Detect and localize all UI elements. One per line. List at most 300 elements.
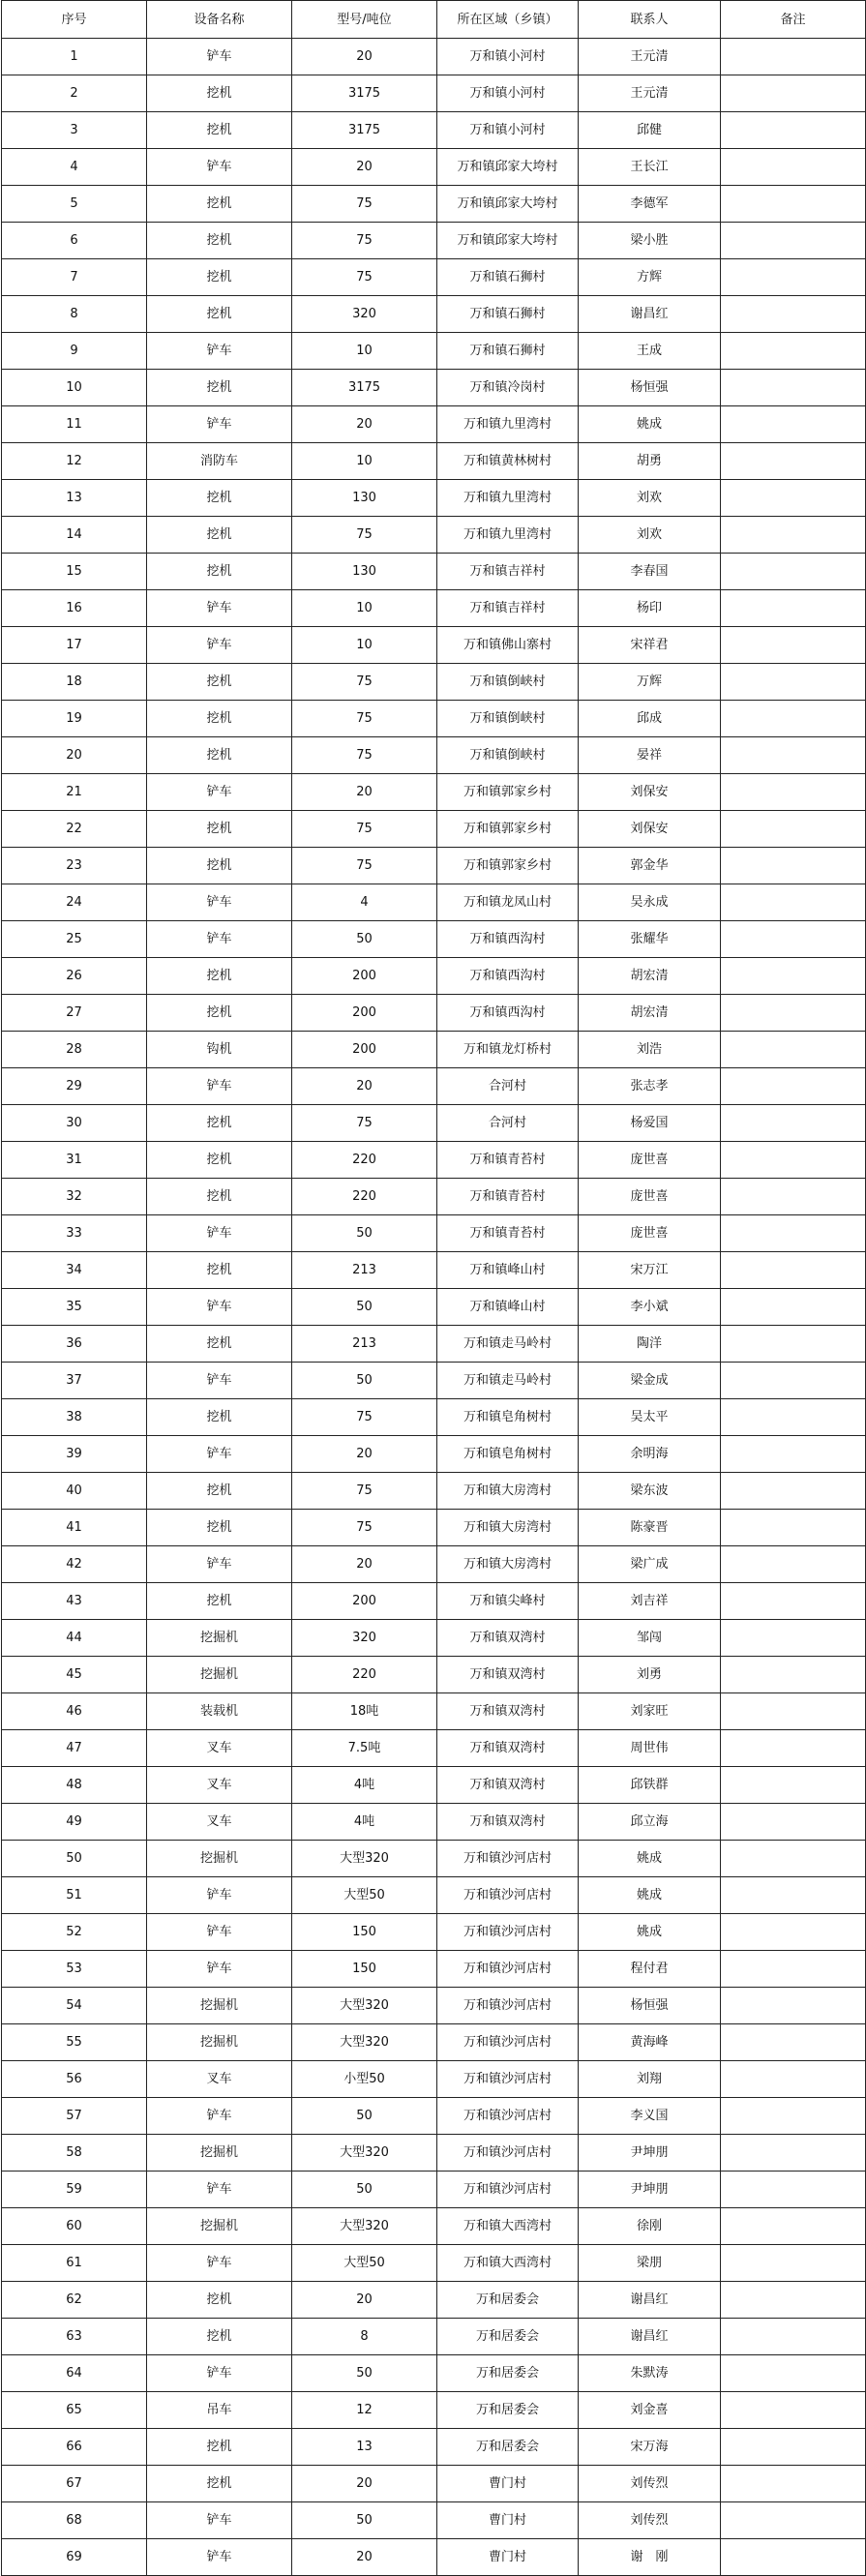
cell-contact: 邹闯 <box>579 1620 721 1657</box>
cell-contact: 徐刚 <box>579 2208 721 2245</box>
table-row <box>2 811 866 848</box>
cell-area: 万和居委会 <box>437 2392 579 2429</box>
cell-equipment: 铲车 <box>147 1877 292 1914</box>
table-row <box>2 2024 866 2061</box>
cell-remarks <box>721 370 866 406</box>
cell-model: 200 <box>292 1032 437 1068</box>
cell-equipment: 挖机 <box>147 664 292 701</box>
cell-contact: 梁广成 <box>579 1546 721 1583</box>
table-row <box>2 1657 866 1693</box>
cell-contact: 郭金华 <box>579 848 721 884</box>
cell-contact: 陈豪晋 <box>579 1510 721 1546</box>
table-row <box>2 2392 866 2429</box>
table-row <box>2 1068 866 1105</box>
cell-area: 万和镇倒峡村 <box>437 664 579 701</box>
cell-equipment: 铲车 <box>147 2355 292 2392</box>
cell-index: 24 <box>2 884 147 921</box>
cell-contact: 姚成 <box>579 1841 721 1877</box>
table-row <box>2 2466 866 2502</box>
table-row <box>2 1363 866 1399</box>
cell-model: 大型320 <box>292 2208 437 2245</box>
cell-contact: 李德军 <box>579 186 721 223</box>
cell-remarks <box>721 39 866 75</box>
cell-remarks <box>721 1583 866 1620</box>
cell-contact: 庞世喜 <box>579 1179 721 1215</box>
cell-equipment: 铲车 <box>147 627 292 664</box>
cell-remarks <box>721 2245 866 2282</box>
cell-index: 60 <box>2 2208 147 2245</box>
cell-equipment: 铲车 <box>147 1914 292 1951</box>
cell-area: 万和镇郭家乡村 <box>437 811 579 848</box>
cell-equipment: 挖机 <box>147 1473 292 1510</box>
cell-area: 万和镇青苔村 <box>437 1142 579 1179</box>
table-row <box>2 1105 866 1142</box>
cell-remarks <box>721 186 866 223</box>
cell-model: 200 <box>292 995 437 1032</box>
cell-model: 20 <box>292 1546 437 1583</box>
cell-area: 万和镇大西湾村 <box>437 2245 579 2282</box>
cell-area: 万和镇龙凤山村 <box>437 884 579 921</box>
cell-remarks <box>721 1730 866 1767</box>
cell-area: 万和镇佛山寨村 <box>437 627 579 664</box>
cell-contact: 邱健 <box>579 112 721 149</box>
header-row <box>2 1 866 39</box>
cell-area: 万和镇吉祥村 <box>437 590 579 627</box>
cell-equipment: 挖机 <box>147 1179 292 1215</box>
cell-contact: 邱成 <box>579 701 721 737</box>
cell-contact: 张志孝 <box>579 1068 721 1105</box>
cell-remarks <box>721 1510 866 1546</box>
cell-area: 万和居委会 <box>437 2282 579 2319</box>
cell-contact: 刘保安 <box>579 774 721 811</box>
cell-remarks <box>721 296 866 333</box>
cell-model: 50 <box>292 921 437 958</box>
cell-equipment: 吊车 <box>147 2392 292 2429</box>
cell-area: 曹门村 <box>437 2466 579 2502</box>
cell-area: 万和镇沙河店村 <box>437 1877 579 1914</box>
cell-contact: 谢昌红 <box>579 296 721 333</box>
cell-area: 万和镇双湾村 <box>437 1620 579 1657</box>
cell-index: 36 <box>2 1326 147 1363</box>
cell-area: 万和镇双湾村 <box>437 1693 579 1730</box>
table-row <box>2 296 866 333</box>
cell-index: 35 <box>2 1289 147 1326</box>
cell-index: 44 <box>2 1620 147 1657</box>
cell-equipment: 挖机 <box>147 1252 292 1289</box>
cell-contact: 王元清 <box>579 75 721 112</box>
table-row <box>2 406 866 443</box>
cell-contact: 谢 刚 <box>579 2539 721 2576</box>
table-row <box>2 1583 866 1620</box>
table-row <box>2 554 866 590</box>
cell-model: 220 <box>292 1179 437 1215</box>
cell-area: 合河村 <box>437 1105 579 1142</box>
cell-model: 20 <box>292 1436 437 1473</box>
cell-remarks <box>721 1877 866 1914</box>
table-row <box>2 701 866 737</box>
table-row <box>2 39 866 75</box>
cell-remarks <box>721 995 866 1032</box>
cell-model: 4吨 <box>292 1767 437 1804</box>
cell-remarks <box>721 958 866 995</box>
cell-equipment: 挖掘机 <box>147 2135 292 2172</box>
cell-model: 12 <box>292 2392 437 2429</box>
cell-area: 万和镇大房湾村 <box>437 1510 579 1546</box>
table-row <box>2 2061 866 2098</box>
cell-equipment: 铲车 <box>147 1436 292 1473</box>
cell-contact: 宋祥君 <box>579 627 721 664</box>
cell-remarks <box>721 517 866 554</box>
cell-model: 50 <box>292 2355 437 2392</box>
cell-index: 10 <box>2 370 147 406</box>
cell-index: 41 <box>2 1510 147 1546</box>
table-row <box>2 223 866 259</box>
cell-index: 46 <box>2 1693 147 1730</box>
cell-remarks <box>721 884 866 921</box>
cell-equipment: 铲车 <box>147 333 292 370</box>
cell-remarks <box>721 1032 866 1068</box>
cell-model: 7.5吨 <box>292 1730 437 1767</box>
cell-area: 万和镇大房湾村 <box>437 1473 579 1510</box>
cell-contact: 杨恒强 <box>579 370 721 406</box>
cell-index: 13 <box>2 480 147 517</box>
cell-area: 万和镇双湾村 <box>437 1657 579 1693</box>
cell-contact: 刘浩 <box>579 1032 721 1068</box>
cell-index: 67 <box>2 2466 147 2502</box>
cell-area: 万和镇大房湾村 <box>437 1546 579 1583</box>
cell-model: 213 <box>292 1252 437 1289</box>
cell-equipment: 挖机 <box>147 296 292 333</box>
cell-equipment: 挖掘机 <box>147 2024 292 2061</box>
cell-remarks <box>721 664 866 701</box>
cell-area: 万和镇峰山村 <box>437 1289 579 1326</box>
cell-contact: 刘吉祥 <box>579 1583 721 1620</box>
cell-equipment: 铲车 <box>147 2539 292 2576</box>
cell-index: 49 <box>2 1804 147 1841</box>
table-row <box>2 1179 866 1215</box>
cell-area: 万和镇九里湾村 <box>437 480 579 517</box>
cell-index: 38 <box>2 1399 147 1436</box>
table-row <box>2 1767 866 1804</box>
cell-remarks <box>721 1841 866 1877</box>
table-row <box>2 627 866 664</box>
table-row <box>2 1032 866 1068</box>
cell-contact: 李春国 <box>579 554 721 590</box>
cell-contact: 谢昌红 <box>579 2319 721 2355</box>
cell-contact: 刘翔 <box>579 2061 721 2098</box>
table-row <box>2 517 866 554</box>
cell-model: 50 <box>292 2502 437 2539</box>
header-cell-contact: 联系人 <box>579 1 721 39</box>
cell-remarks <box>721 2282 866 2319</box>
table-row <box>2 1804 866 1841</box>
cell-equipment: 挖机 <box>147 1583 292 1620</box>
cell-remarks <box>721 1068 866 1105</box>
cell-area: 曹门村 <box>437 2539 579 2576</box>
cell-index: 48 <box>2 1767 147 1804</box>
cell-remarks <box>721 1289 866 1326</box>
cell-index: 22 <box>2 811 147 848</box>
cell-remarks <box>721 1988 866 2024</box>
cell-equipment: 挖机 <box>147 2429 292 2466</box>
cell-contact: 姚成 <box>579 1914 721 1951</box>
cell-index: 34 <box>2 1252 147 1289</box>
cell-remarks <box>721 1620 866 1657</box>
cell-index: 51 <box>2 1877 147 1914</box>
cell-index: 66 <box>2 2429 147 2466</box>
cell-model: 75 <box>292 701 437 737</box>
cell-equipment: 铲车 <box>147 1546 292 1583</box>
cell-area: 万和镇沙河店村 <box>437 1951 579 1988</box>
cell-remarks <box>721 1436 866 1473</box>
table-row <box>2 2319 866 2355</box>
cell-contact: 吴永成 <box>579 884 721 921</box>
cell-area: 万和镇尖峰村 <box>437 1583 579 1620</box>
cell-index: 68 <box>2 2502 147 2539</box>
cell-remarks <box>721 259 866 296</box>
cell-equipment: 挖机 <box>147 2319 292 2355</box>
cell-equipment: 铲车 <box>147 1289 292 1326</box>
table-body <box>2 39 866 2576</box>
header-cell-model: 型号/吨位 <box>292 1 437 39</box>
cell-index: 64 <box>2 2355 147 2392</box>
cell-model: 小型50 <box>292 2061 437 2098</box>
cell-contact: 王长江 <box>579 149 721 186</box>
cell-contact: 刘保安 <box>579 811 721 848</box>
cell-model: 75 <box>292 517 437 554</box>
cell-index: 39 <box>2 1436 147 1473</box>
cell-index: 56 <box>2 2061 147 2098</box>
cell-remarks <box>721 1473 866 1510</box>
cell-model: 320 <box>292 1620 437 1657</box>
cell-equipment: 挖机 <box>147 370 292 406</box>
cell-index: 31 <box>2 1142 147 1179</box>
cell-index: 58 <box>2 2135 147 2172</box>
cell-remarks <box>721 1326 866 1363</box>
cell-remarks <box>721 2392 866 2429</box>
cell-area: 万和镇小河村 <box>437 112 579 149</box>
cell-remarks <box>721 774 866 811</box>
cell-area: 万和镇黄林树村 <box>437 443 579 480</box>
cell-model: 大型320 <box>292 1841 437 1877</box>
cell-model: 10 <box>292 333 437 370</box>
cell-area: 万和镇倒峡村 <box>437 737 579 774</box>
cell-index: 47 <box>2 1730 147 1767</box>
cell-index: 30 <box>2 1105 147 1142</box>
cell-index: 20 <box>2 737 147 774</box>
cell-equipment: 叉车 <box>147 1767 292 1804</box>
cell-remarks <box>721 1215 866 1252</box>
cell-model: 75 <box>292 186 437 223</box>
cell-contact: 尹坤朋 <box>579 2135 721 2172</box>
cell-model: 130 <box>292 554 437 590</box>
cell-area: 万和镇沙河店村 <box>437 1988 579 2024</box>
cell-area: 万和镇邱家大垮村 <box>437 223 579 259</box>
cell-equipment: 挖掘机 <box>147 1657 292 1693</box>
cell-contact: 邱铁群 <box>579 1767 721 1804</box>
table-row <box>2 774 866 811</box>
table-row <box>2 664 866 701</box>
cell-remarks <box>721 333 866 370</box>
cell-index: 3 <box>2 112 147 149</box>
cell-model: 8 <box>292 2319 437 2355</box>
cell-index: 32 <box>2 1179 147 1215</box>
cell-remarks <box>721 2061 866 2098</box>
cell-area: 万和镇皂角树村 <box>437 1399 579 1436</box>
cell-remarks <box>721 149 866 186</box>
cell-equipment: 铲车 <box>147 2098 292 2135</box>
cell-remarks <box>721 2319 866 2355</box>
cell-index: 53 <box>2 1951 147 1988</box>
cell-contact: 姚成 <box>579 406 721 443</box>
cell-model: 200 <box>292 958 437 995</box>
cell-contact: 庞世喜 <box>579 1215 721 1252</box>
cell-contact: 周世伟 <box>579 1730 721 1767</box>
cell-equipment: 铲车 <box>147 149 292 186</box>
cell-area: 万和镇石狮村 <box>437 296 579 333</box>
cell-model: 4 <box>292 884 437 921</box>
cell-area: 万和镇邱家大垮村 <box>437 186 579 223</box>
cell-index: 14 <box>2 517 147 554</box>
table-row <box>2 1877 866 1914</box>
header-cell-remarks: 备注 <box>721 1 866 39</box>
cell-model: 50 <box>292 1363 437 1399</box>
cell-remarks <box>721 590 866 627</box>
cell-equipment: 钩机 <box>147 1032 292 1068</box>
cell-equipment: 挖机 <box>147 2282 292 2319</box>
cell-contact: 宋万海 <box>579 2429 721 2466</box>
cell-contact: 黄海峰 <box>579 2024 721 2061</box>
cell-index: 12 <box>2 443 147 480</box>
cell-model: 3175 <box>292 112 437 149</box>
cell-contact: 刘欢 <box>579 517 721 554</box>
cell-area: 万和镇小河村 <box>437 75 579 112</box>
cell-equipment: 叉车 <box>147 1730 292 1767</box>
table-row <box>2 1693 866 1730</box>
table-row <box>2 1215 866 1252</box>
cell-equipment: 铲车 <box>147 1215 292 1252</box>
cell-model: 10 <box>292 627 437 664</box>
cell-equipment: 挖机 <box>147 811 292 848</box>
table-row <box>2 1510 866 1546</box>
cell-remarks <box>721 1546 866 1583</box>
cell-equipment: 铲车 <box>147 921 292 958</box>
cell-index: 26 <box>2 958 147 995</box>
cell-area: 合河村 <box>437 1068 579 1105</box>
cell-area: 万和镇沙河店村 <box>437 2135 579 2172</box>
table-row <box>2 1326 866 1363</box>
cell-equipment: 挖机 <box>147 958 292 995</box>
table-row <box>2 737 866 774</box>
cell-remarks <box>721 1693 866 1730</box>
cell-contact: 谢昌红 <box>579 2282 721 2319</box>
cell-model: 50 <box>292 2172 437 2208</box>
cell-equipment: 铲车 <box>147 1363 292 1399</box>
table-row <box>2 112 866 149</box>
cell-area: 万和镇双湾村 <box>437 1767 579 1804</box>
cell-equipment: 挖机 <box>147 75 292 112</box>
cell-equipment: 挖机 <box>147 1142 292 1179</box>
cell-remarks <box>721 737 866 774</box>
cell-area: 万和镇峰山村 <box>437 1252 579 1289</box>
cell-contact: 王成 <box>579 333 721 370</box>
cell-area: 万和镇龙灯桥村 <box>437 1032 579 1068</box>
cell-model: 220 <box>292 1657 437 1693</box>
cell-index: 11 <box>2 406 147 443</box>
cell-remarks <box>721 2024 866 2061</box>
cell-remarks <box>721 480 866 517</box>
cell-remarks <box>721 921 866 958</box>
cell-index: 28 <box>2 1032 147 1068</box>
table-row <box>2 2502 866 2539</box>
cell-remarks <box>721 2502 866 2539</box>
cell-area: 万和镇郭家乡村 <box>437 848 579 884</box>
cell-model: 10 <box>292 443 437 480</box>
cell-model: 18吨 <box>292 1693 437 1730</box>
cell-model: 20 <box>292 2539 437 2576</box>
table-row <box>2 1951 866 1988</box>
table-row <box>2 259 866 296</box>
cell-model: 4吨 <box>292 1804 437 1841</box>
cell-index: 59 <box>2 2172 147 2208</box>
cell-remarks <box>721 2208 866 2245</box>
cell-equipment: 挖机 <box>147 112 292 149</box>
cell-model: 3175 <box>292 370 437 406</box>
header-cell-area: 所在区域（乡镇） <box>437 1 579 39</box>
cell-model: 20 <box>292 1068 437 1105</box>
cell-index: 21 <box>2 774 147 811</box>
table-row <box>2 1841 866 1877</box>
cell-area: 万和镇西沟村 <box>437 958 579 995</box>
table-row <box>2 2282 866 2319</box>
table-row <box>2 958 866 995</box>
cell-equipment: 铲车 <box>147 2502 292 2539</box>
cell-remarks <box>721 554 866 590</box>
cell-equipment: 装载机 <box>147 1693 292 1730</box>
cell-area: 万和镇沙河店村 <box>437 1841 579 1877</box>
cell-contact: 程付君 <box>579 1951 721 1988</box>
table-row <box>2 1730 866 1767</box>
table-row <box>2 1142 866 1179</box>
table-row <box>2 2208 866 2245</box>
cell-equipment: 铲车 <box>147 1951 292 1988</box>
cell-model: 213 <box>292 1326 437 1363</box>
equipment-table <box>1 0 866 2576</box>
cell-equipment: 消防车 <box>147 443 292 480</box>
cell-contact: 吴太平 <box>579 1399 721 1436</box>
cell-index: 1 <box>2 39 147 75</box>
cell-model: 50 <box>292 1289 437 1326</box>
cell-model: 150 <box>292 1914 437 1951</box>
cell-index: 8 <box>2 296 147 333</box>
cell-model: 20 <box>292 39 437 75</box>
cell-area: 万和镇皂角树村 <box>437 1436 579 1473</box>
cell-remarks <box>721 406 866 443</box>
cell-area: 万和镇青苔村 <box>437 1215 579 1252</box>
cell-index: 52 <box>2 1914 147 1951</box>
cell-contact: 张耀华 <box>579 921 721 958</box>
cell-contact: 万辉 <box>579 664 721 701</box>
cell-equipment: 叉车 <box>147 1804 292 1841</box>
cell-contact: 杨恒强 <box>579 1988 721 2024</box>
cell-equipment: 挖掘机 <box>147 1988 292 2024</box>
table-row <box>2 2098 866 2135</box>
cell-remarks <box>721 2172 866 2208</box>
cell-index: 33 <box>2 1215 147 1252</box>
cell-area: 万和镇沙河店村 <box>437 2172 579 2208</box>
table-row <box>2 921 866 958</box>
table-row <box>2 884 866 921</box>
